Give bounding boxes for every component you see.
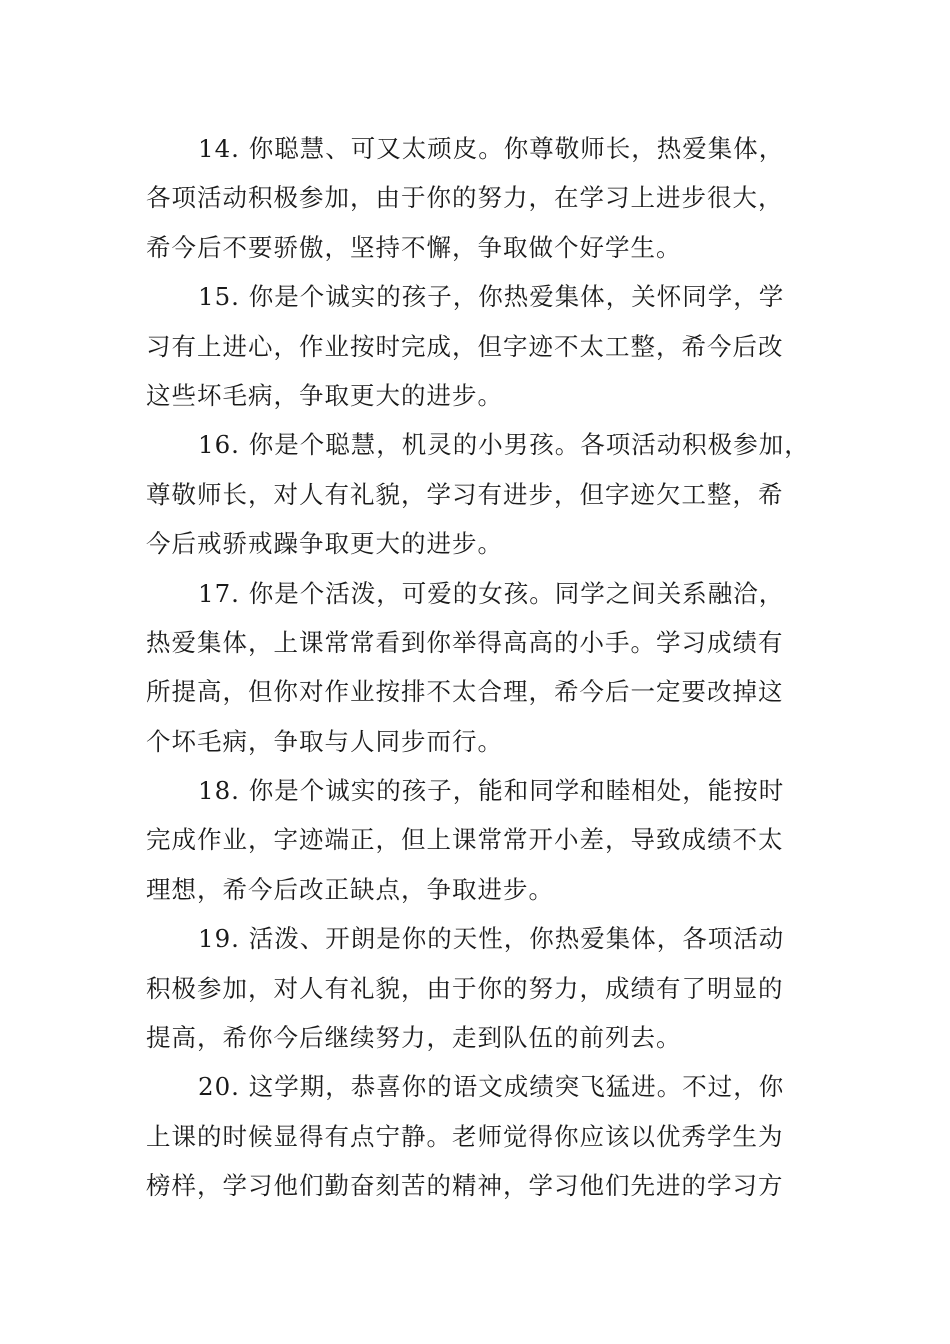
paragraph-line: 所提高，但你对作业按排不太合理，希今后一定要改掉这 — [146, 677, 784, 707]
paragraph-line: 上课的时候显得有点宁静。老师觉得你应该以优秀学生为 — [146, 1121, 784, 1151]
paragraph-line: 19. 活泼、开朗是你的天性，你热爱集体，各项活动 — [198, 924, 785, 954]
document-body — [146, 124, 826, 1211]
paragraph-line: 榜样，学习他们勤奋刻苦的精神，学习他们先进的学习方 — [146, 1171, 784, 1201]
paragraph-line: 18. 你是个诚实的孩子，能和同学和睦相处，能按时 — [198, 776, 785, 806]
paragraph-line: 20. 这学期，恭喜你的语文成绩突飞猛进。不过，你 — [198, 1072, 785, 1102]
paragraph-line: 15. 你是个诚实的孩子，你热爱集体，关怀同学，学 — [198, 282, 785, 312]
comment-paragraph-17 — [146, 569, 826, 767]
comment-paragraph-20 — [146, 1062, 826, 1210]
paragraph-line: 理想，希今后改正缺点，争取进步。 — [146, 874, 554, 904]
comment-paragraph-18 — [146, 766, 826, 914]
paragraph-line: 习有上进心，作业按时完成，但字迹不太工整，希今后改 — [146, 331, 784, 361]
comment-paragraph-14 — [146, 124, 826, 272]
paragraph-line: 积极参加，对人有礼貌，由于你的努力，成绩有了明显的 — [146, 973, 784, 1003]
paragraph-line: 14. 你聪慧、可又太顽皮。你尊敬师长，热爱集体， — [198, 134, 785, 163]
comment-paragraph-19 — [146, 914, 826, 1062]
comment-paragraph-15 — [146, 272, 826, 420]
paragraph-line: 尊敬师长，对人有礼貌，学习有进步，但字迹欠工整，希 — [146, 479, 784, 509]
paragraph-line: 完成作业，字迹端正，但上课常常开小差，导致成绩不太 — [146, 825, 784, 855]
paragraph-line: 个坏毛病，争取与人同步而行。 — [146, 726, 503, 756]
paragraph-line: 希今后不要骄傲，坚持不懈，争取做个好学生。 — [146, 232, 682, 262]
paragraph-line: 17. 你是个活泼，可爱的女孩。同学之间关系融洽， — [198, 578, 785, 608]
comment-paragraph-16 — [146, 420, 826, 568]
paragraph-line: 热爱集体，上课常常看到你举得高高的小手。学习成绩有 — [146, 627, 784, 657]
paragraph-line: 今后戒骄戒躁争取更大的进步。 — [146, 529, 503, 559]
paragraph-line: 16. 你是个聪慧，机灵的小男孩。各项活动积极参加， — [198, 430, 810, 460]
paragraph-line: 提高，希你今后继续努力，走到队伍的前列去。 — [146, 1023, 682, 1053]
paragraph-line: 各项活动积极参加，由于你的努力，在学习上进步很大， — [146, 183, 784, 213]
paragraph-line: 这些坏毛病，争取更大的进步。 — [146, 380, 503, 410]
